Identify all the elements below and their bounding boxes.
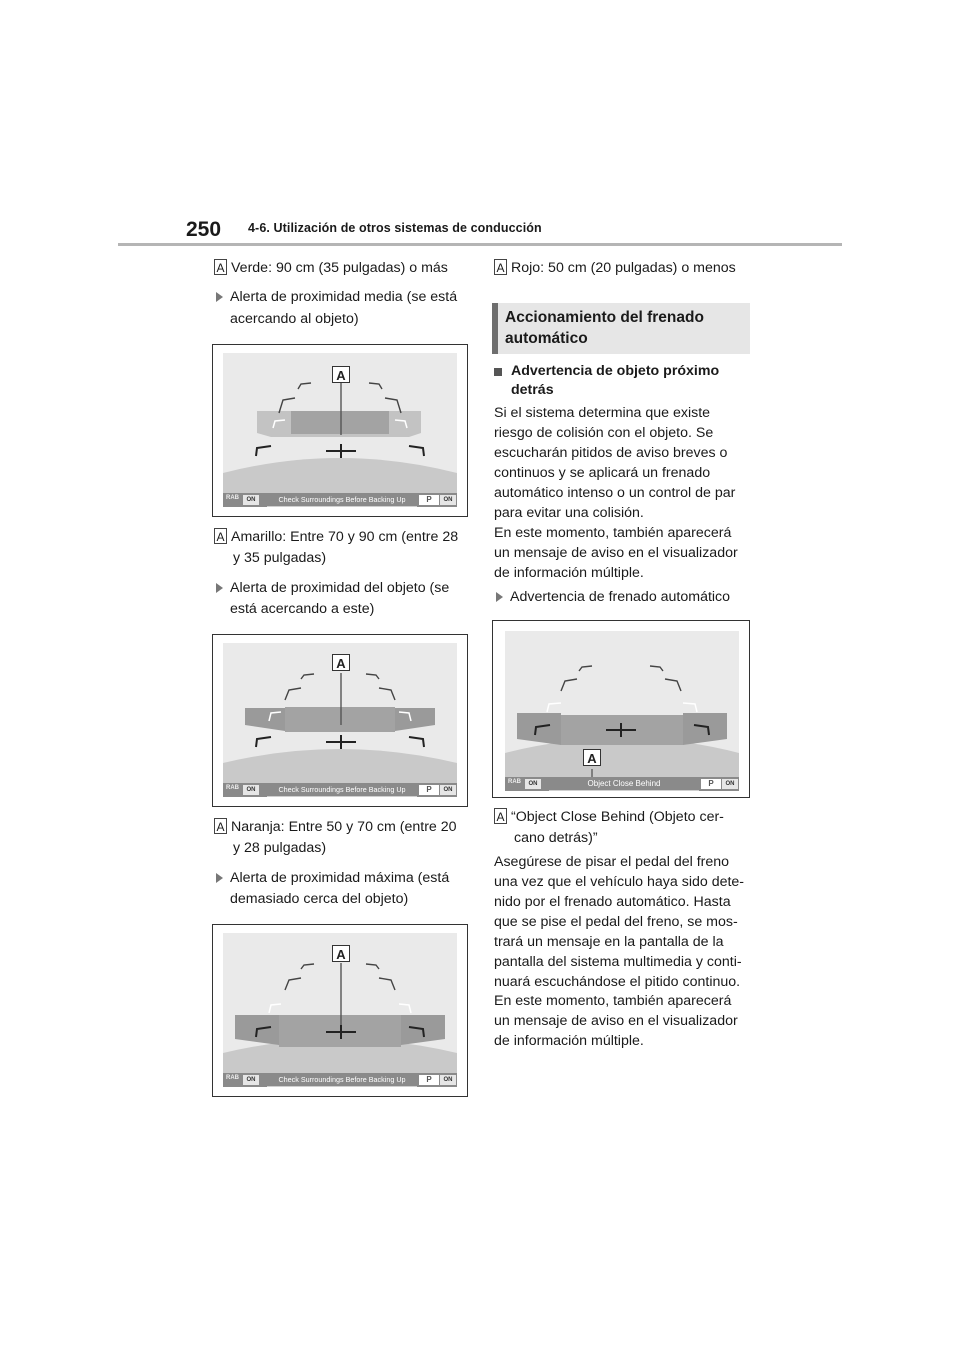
brake-warning-label: Advertencia de frenado automático: [510, 589, 731, 605]
callout-a-icon: A: [494, 808, 507, 824]
para3-line: que se pise el pedal del freno, se mos-: [494, 914, 738, 930]
camera-view: [223, 353, 457, 507]
para4-line: de información múltiple.: [494, 1033, 644, 1049]
para4-line: un mensaje de aviso en el visualizador: [494, 1013, 738, 1029]
yellow-label-text: Amarillo: Entre 70 y 90 cm (entre 28: [231, 529, 459, 545]
parking-icon: P: [419, 495, 439, 505]
check-message: Check Surroundings Before Backing Up: [267, 784, 417, 797]
paragraph-message-2: [494, 991, 764, 1051]
object-alert-line2: está acercando a este): [230, 601, 375, 617]
rab-on-badge: ON: [243, 1075, 259, 1085]
section-heading-box: [492, 303, 750, 354]
status-bar: [505, 777, 739, 791]
para2-line: En este momento, también aparecerá: [494, 525, 732, 541]
rab-label: RAB: [226, 785, 239, 791]
parking-icon: P: [419, 1075, 439, 1085]
subheading-line1: Advertencia de objeto próximo: [511, 363, 720, 379]
callout-a-icon: A: [214, 818, 227, 834]
para3-line: trará un mensaje en la pantalla de la: [494, 934, 724, 950]
green-label-line: [214, 258, 448, 278]
para1-line: automático intenso o un control de par: [494, 485, 736, 501]
camera-screen-braking: [492, 620, 750, 798]
orange-label-line2: y 28 pulgadas): [233, 840, 327, 856]
square-bullet-icon: [494, 368, 502, 376]
para1-line: para evitar una colisión.: [494, 505, 644, 521]
paragraph-message-1: [494, 523, 764, 583]
para4-line: En este momento, también aparecerá: [494, 993, 732, 1009]
para1-line: continuos y se aplicará un frenado: [494, 465, 711, 481]
rab-on-badge: ON: [243, 785, 259, 795]
max-alert-line1: Alerta de proximidad máxima (está: [230, 870, 450, 886]
para3-line: una vez que el vehículo haya sido dete-: [494, 874, 745, 890]
medium-alert-line1: Alerta de proximidad media (se está: [230, 289, 458, 305]
rab-label: RAB: [226, 495, 239, 501]
para1-line: riesgo de colisión con el objeto. Se: [494, 425, 714, 441]
section-title-line1: Accionamiento del frenado: [505, 309, 704, 326]
subheading-line2: detrás: [511, 382, 554, 398]
status-bar: [223, 1073, 457, 1087]
rab-on-badge: ON: [525, 779, 541, 789]
parking-on-badge: ON: [440, 785, 456, 795]
arrow-bullet-icon: [216, 292, 223, 302]
yellow-label-line2: y 35 pulgadas): [233, 550, 327, 566]
para3-line: nuará escuchándose el pitido continuo.: [494, 974, 741, 990]
area-a-marker: A: [332, 945, 350, 962]
object-close-message: Object Close Behind: [549, 778, 699, 791]
camera-view: [223, 643, 457, 797]
green-label: Verde: 90 cm (35 pulgadas) o más: [231, 260, 448, 276]
object-caption-line2: cano detrás)”: [514, 830, 598, 846]
parking-on-badge: ON: [440, 1075, 456, 1085]
camera-screen-medium: [212, 344, 468, 517]
parking-icon: P: [419, 785, 439, 795]
callout-a-icon: A: [214, 259, 227, 275]
check-message: Check Surroundings Before Backing Up: [267, 494, 417, 507]
red-label-line: [494, 258, 736, 278]
para3-line: nido por el frenado automático. Hasta: [494, 894, 731, 910]
area-a-marker: A: [332, 366, 350, 383]
para3-line: Asegúrese de pisar el pedal del freno: [494, 854, 730, 870]
section-title: [505, 307, 745, 349]
parking-on-badge: ON: [722, 779, 738, 789]
header-rule: [118, 243, 842, 246]
chapter-title: 4-6. Utilización de otros sistemas de conducción: [248, 221, 542, 235]
object-caption-text: “Object Close Behind (Objeto cer-: [511, 809, 724, 825]
para3-line: pantalla del sistema multimedia y conti-: [494, 954, 742, 970]
rab-label: RAB: [226, 1075, 239, 1081]
orange-label-text: Naranja: Entre 50 y 70 cm (entre 20: [231, 819, 457, 835]
para1-line: Si el sistema determina que existe: [494, 405, 711, 421]
callout-a-icon: A: [214, 528, 227, 544]
arrow-bullet-icon: [216, 583, 223, 593]
parking-icon: P: [701, 779, 721, 789]
rab-on-badge: ON: [243, 495, 259, 505]
para2-line: de información múltiple.: [494, 565, 644, 581]
camera-screen-maximum: [212, 924, 468, 1097]
red-label: Rojo: 50 cm (20 pulgadas) o menos: [511, 260, 736, 276]
status-bar: [223, 783, 457, 797]
guide-lines-graphic: [505, 631, 739, 791]
check-message: Check Surroundings Before Backing Up: [267, 1074, 417, 1087]
medium-alert-line2: acercando al objeto): [230, 311, 359, 327]
yellow-label-line1: [214, 527, 458, 547]
page-number: 250: [186, 218, 222, 241]
status-bar: [223, 493, 457, 507]
arrow-bullet-icon: [216, 873, 223, 883]
area-a-marker: A: [332, 654, 350, 671]
camera-screen-object: [212, 634, 468, 807]
rab-label: RAB: [508, 779, 521, 785]
para2-line: un mensaje de aviso en el visualizador: [494, 545, 738, 561]
arrow-bullet-icon: [496, 592, 503, 602]
section-title-line2: automático: [505, 330, 588, 347]
camera-view: [505, 631, 739, 791]
callout-a-icon: A: [494, 259, 507, 275]
para1-line: escucharán pitidos de aviso breves o: [494, 445, 728, 461]
parking-on-badge: ON: [440, 495, 456, 505]
area-a-marker: A: [583, 749, 601, 766]
paragraph-brake-pedal: [494, 852, 764, 992]
section-bar: [492, 303, 498, 354]
orange-label-line1: [214, 817, 457, 837]
max-alert-line2: demasiado cerca del objeto): [230, 891, 409, 907]
paragraph-risk: [494, 403, 764, 523]
camera-view: [223, 933, 457, 1087]
object-caption-line1: [494, 807, 724, 827]
object-alert-line1: Alerta de proximidad del objeto (se: [230, 580, 450, 596]
